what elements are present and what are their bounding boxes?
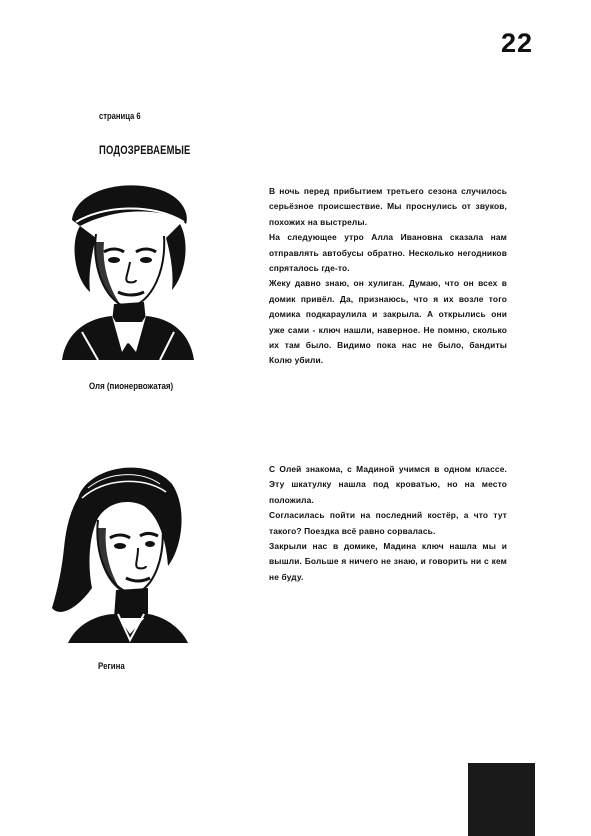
corner-decoration-block [468,763,535,836]
page-number: 22 [500,28,533,58]
caption-regina: Регина [98,661,125,671]
section-title: ПОДОЗРЕВАЕМЫЕ [99,145,191,157]
testimony-paragraph: На следующее утро Алла Ивановна сказала нам отправлять автобусы обратно. Несколько негодников спряталось где-то. [269,232,507,274]
testimony-paragraph: С Олей знакома, с Мадиной учимся в одном классе. Эту шкатулку нашла под кроватью, но на место положила. [269,464,507,505]
page-label: страница 6 [99,111,141,121]
testimony-regina [269,462,507,585]
testimony-paragraph: Закрыли нас в домике, Мадина ключ нашла мы и вышли. Больше я ничего не знаю, и говорить ни с кем не буду. [269,541,507,582]
portrait-olya [62,182,194,360]
caption-olya: Оля (пионервожатая) [89,381,174,391]
testimony-paragraph: Жеку давно знаю, он хулиган. Думаю, что он всех в домик привёл. Да, признаюсь, что я их возле того домика подкараулила и закрыла. А открылись они уже сами - ключ нашли, наверное. Не помню, сколько их там было. Видимо пока нас не было, бандиты Колю убили. [269,278,507,366]
portrait-regina [48,458,188,643]
testimony-paragraph: Согласилась пойти на последний костёр, а что тут такого? Поездка всё равно сорвалась. [269,510,507,536]
testimony-paragraph: В ночь перед прибытием третьего сезона случилось серьёзное происшествие. Мы проснулись от звуков, похожих на выстрелы. [269,186,507,227]
testimony-olya [269,184,507,369]
